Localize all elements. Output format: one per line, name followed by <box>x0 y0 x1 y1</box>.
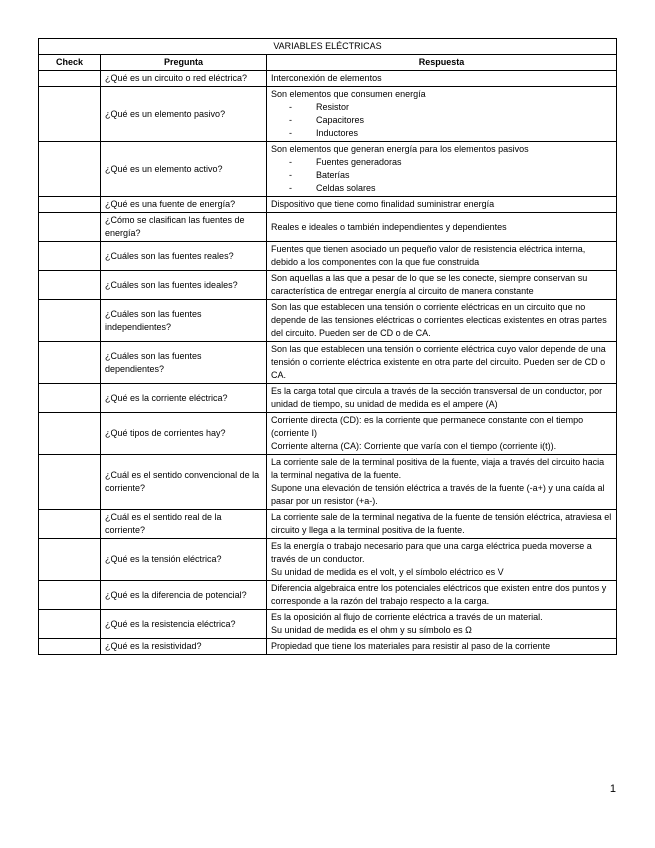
answer-text: Diferencia algebraica entre los potenciales eléctricos que existen entre dos puntos y corresponde a la razón del trabajo respecto a la carga. <box>271 583 607 606</box>
answer-text: Son elementos que generan energía para los elementos pasivos <box>271 144 529 154</box>
table-row <box>39 455 617 510</box>
table-row <box>39 197 617 213</box>
answer-cell <box>267 413 617 455</box>
table-row <box>39 581 617 610</box>
answer-list-item: - Baterías <box>289 169 612 182</box>
answer-list <box>271 101 612 140</box>
answer-list <box>271 156 612 195</box>
question-cell: ¿Qué es la resistividad? <box>101 639 267 655</box>
check-cell[interactable] <box>39 271 101 300</box>
answer-cell <box>267 213 617 242</box>
table-row <box>39 610 617 639</box>
answer-text: Su unidad de medida es el ohm y su símbolo es Ω <box>271 625 472 635</box>
check-cell[interactable] <box>39 242 101 271</box>
question-cell: ¿Cuáles son las fuentes dependientes? <box>101 342 267 384</box>
answer-cell <box>267 610 617 639</box>
answer-text: Es la energía o trabajo necesario para que una carga eléctrica pueda moverse a través de un conductor. <box>271 541 592 564</box>
check-cell[interactable] <box>39 197 101 213</box>
check-cell[interactable] <box>39 610 101 639</box>
question-cell: ¿Qué es la corriente eléctrica? <box>101 384 267 413</box>
question-cell: ¿Qué es un elemento activo? <box>101 142 267 197</box>
question-cell: ¿Cuál es el sentido convencional de la corriente? <box>101 455 267 510</box>
table-row <box>39 213 617 242</box>
table-row <box>39 87 617 142</box>
answer-cell <box>267 342 617 384</box>
page-number: 1 <box>609 783 616 795</box>
answer-text: Fuentes que tienen asociado un pequeño valor de resistencia eléctrica interna, debido a los componentes con la que fue construida <box>271 244 586 267</box>
answer-list-item: - Celdas solares <box>289 182 612 195</box>
answer-text: Corriente directa (CD): es la corriente que permanece constante con el tiempo (corriente I) <box>271 415 584 438</box>
answer-cell <box>267 384 617 413</box>
question-cell: ¿Qué es la resistencia eléctrica? <box>101 610 267 639</box>
check-cell[interactable] <box>39 539 101 581</box>
answer-cell <box>267 242 617 271</box>
check-cell[interactable] <box>39 213 101 242</box>
question-cell: ¿Qué es un elemento pasivo? <box>101 87 267 142</box>
answer-cell <box>267 197 617 213</box>
check-cell[interactable] <box>39 342 101 384</box>
header-question: Pregunta <box>101 55 267 71</box>
answer-list-item: - Capacitores <box>289 114 612 127</box>
question-cell: ¿Qué es una fuente de energía? <box>101 197 267 213</box>
question-cell: ¿Qué tipos de corrientes hay? <box>101 413 267 455</box>
answer-text: Corriente alterna (CA): Corriente que varía con el tiempo (corriente i(t)). <box>271 441 557 451</box>
question-cell: ¿Qué es la tensión eléctrica? <box>101 539 267 581</box>
table-row <box>39 242 617 271</box>
answer-list-item: - Resistor <box>289 101 612 114</box>
question-cell: ¿Cuáles son las fuentes reales? <box>101 242 267 271</box>
table-row <box>39 71 617 87</box>
question-cell: ¿Cuáles son las fuentes independientes? <box>101 300 267 342</box>
check-cell[interactable] <box>39 142 101 197</box>
answer-text: Dispositivo que tiene como finalidad suministrar energía <box>271 199 495 209</box>
answer-text: Interconexión de elementos <box>271 73 382 83</box>
answer-text: Supone una elevación de tensión eléctrica a través de la fuente (-a+) y una caída al pasar por un resistor (+a-). <box>271 483 605 506</box>
table-row <box>39 300 617 342</box>
answer-cell <box>267 510 617 539</box>
answer-cell <box>267 271 617 300</box>
check-cell[interactable] <box>39 413 101 455</box>
table-row <box>39 413 617 455</box>
question-cell: ¿Cómo se clasifican las fuentes de energía? <box>101 213 267 242</box>
question-cell: ¿Cuál es el sentido real de la corriente? <box>101 510 267 539</box>
check-cell[interactable] <box>39 455 101 510</box>
answer-cell <box>267 455 617 510</box>
qa-table <box>38 38 617 655</box>
table-row <box>39 384 617 413</box>
table-row <box>39 271 617 300</box>
answer-list-item: - Fuentes generadoras <box>289 156 612 169</box>
question-cell: ¿Qué es un circuito o red eléctrica? <box>101 71 267 87</box>
table-row <box>39 539 617 581</box>
check-cell[interactable] <box>39 581 101 610</box>
check-cell[interactable] <box>39 639 101 655</box>
answer-text: Son elementos que consumen energía <box>271 89 426 99</box>
answer-text: Es la carga total que circula a través de la sección transversal de un conductor, por unidad de tiempo, su unidad de medida es el ampere (A) <box>271 386 603 409</box>
answer-cell <box>267 539 617 581</box>
header-answer: Respuesta <box>267 55 617 71</box>
answer-cell <box>267 639 617 655</box>
answer-cell <box>267 87 617 142</box>
answer-cell <box>267 71 617 87</box>
answer-text: Su unidad de medida es el volt, y el símbolo eléctrico es V <box>271 567 504 577</box>
table-row <box>39 142 617 197</box>
answer-text: Son las que establecen una tensión o corriente eléctricas en un circuito que no depende de las tensiones eléctricas o corrientes electicas existentes en otras partes del circuito. Pueden ser de CD o de CA. <box>271 302 607 338</box>
answer-text: Reales e ideales o también independientes y dependientes <box>271 221 507 232</box>
check-cell[interactable] <box>39 87 101 142</box>
check-cell[interactable] <box>39 510 101 539</box>
answer-cell <box>267 581 617 610</box>
answer-list-item: - Inductores <box>289 127 612 140</box>
question-cell: ¿Cuáles son las fuentes ideales? <box>101 271 267 300</box>
table-row <box>39 342 617 384</box>
answer-text: La corriente sale de la terminal negativa de la fuente de tensión eléctrica, atraviesa el circuito y llega a la terminal positiva de la fuente. <box>271 512 612 535</box>
answer-text: La corriente sale de la terminal positiva de la fuente, viaja a través del circuito hacia la terminal negativa de la fuente. <box>271 457 605 480</box>
answer-text: Son las que establecen una tensión o corriente eléctrica cuyo valor depende de una tensión o corriente eléctrica existente en otra parte del circuito. Pueden ser de CD o CA. <box>271 344 606 380</box>
table-title: VARIABLES ELÉCTRICAS <box>39 39 617 55</box>
answer-text: Es la oposición al flujo de corriente eléctrica a través de un material. <box>271 612 543 622</box>
answer-cell <box>267 300 617 342</box>
answer-text: Son aquellas a las que a pesar de lo que se les conecte, siempre conservan su característica de entregar energía al circuito de manera constante <box>271 273 588 296</box>
table-row <box>39 639 617 655</box>
question-cell: ¿Qué es la diferencia de potencial? <box>101 581 267 610</box>
table-row <box>39 510 617 539</box>
check-cell[interactable] <box>39 300 101 342</box>
check-cell[interactable] <box>39 71 101 87</box>
check-cell[interactable] <box>39 384 101 413</box>
header-check: Check <box>39 55 101 71</box>
answer-cell <box>267 142 617 197</box>
answer-text: Propiedad que tiene los materiales para resistir al paso de la corriente <box>271 641 551 651</box>
